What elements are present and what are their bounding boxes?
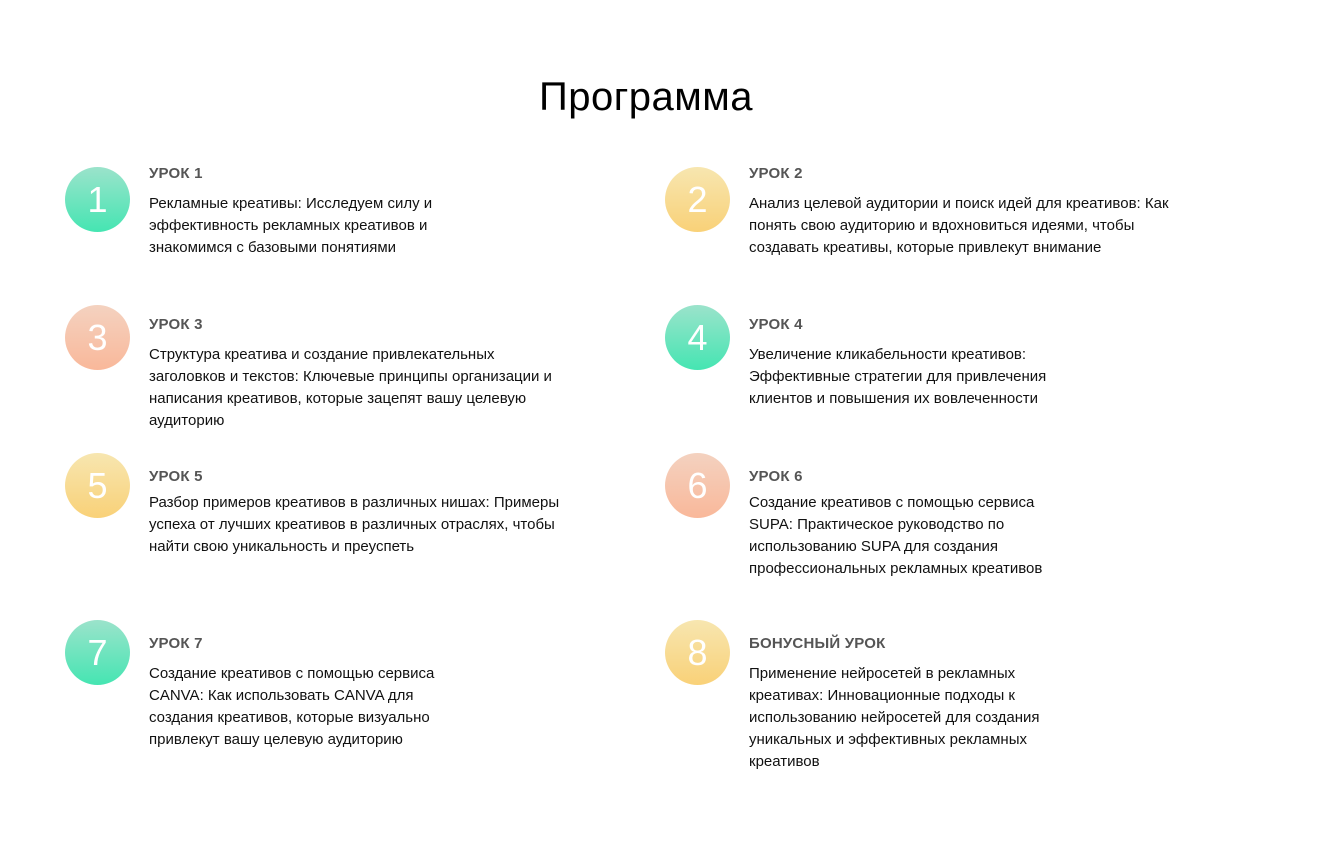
lesson-label: УРОК 6 (749, 468, 803, 485)
lesson-content (749, 634, 1189, 773)
lesson-number-badge (665, 167, 730, 232)
lesson-number-badge (65, 167, 130, 232)
lesson-number-badge (665, 453, 730, 518)
lesson-number: 7 (87, 631, 108, 673)
lesson-number: 5 (87, 464, 108, 506)
lesson-description: Применение нейросетей в рекламных креативах: Инновационные подходы к использованию нейросетей для создания уникальных и эффективных рекламных креативов (749, 665, 1040, 770)
lesson-number: 6 (687, 464, 708, 506)
lesson-number-badge (65, 305, 130, 370)
lesson-label: УРОК 1 (149, 165, 203, 182)
lesson-number: 8 (687, 631, 708, 673)
lesson-content (149, 164, 589, 259)
lesson-description: Создание креативов с помощью сервиса CANVA: Как использовать CANVA для создания креативов, которые визуально привлекут вашу целевую аудиторию (149, 665, 435, 748)
lesson-content (149, 467, 589, 558)
lesson-label: УРОК 7 (149, 635, 203, 652)
lesson-number: 3 (87, 316, 108, 358)
lesson-number-badge (65, 453, 130, 518)
lesson-label: УРОК 2 (749, 165, 803, 182)
page-title: Программа (538, 74, 754, 119)
lesson-label: УРОК 5 (149, 468, 203, 485)
lesson-description: Создание креативов с помощью сервиса SUPA: Практическое руководство по использованию SUPA для создания профессиональных рекламных креативов (749, 494, 1043, 577)
lesson-number: 4 (687, 316, 708, 358)
lesson-content (149, 315, 589, 432)
lesson-number: 1 (87, 178, 108, 220)
lesson-number-badge (65, 620, 130, 685)
lesson-label: БОНУСНЫЙ УРОК (749, 635, 886, 652)
lesson-description: Структура креатива и создание привлекательных заголовков и текстов: Ключевые принципы организации и написания креативов, которые зацепят вашу целевую аудиторию (149, 346, 552, 429)
lesson-content (749, 315, 1189, 410)
lesson-label: УРОК 4 (749, 316, 803, 333)
lesson-description: Анализ целевой аудитории и поиск идей для креативов: Как понять свою аудиторию и вдохновиться идеями, чтобы создавать креативы, которые привлекут внимание (749, 195, 1169, 256)
lesson-label: УРОК 3 (149, 316, 203, 333)
lesson-number: 2 (687, 178, 708, 220)
lesson-description: Рекламные креативы: Исследуем силу и эффективность рекламных креативов и знакомимся с базовыми понятиями (149, 195, 433, 256)
lesson-content (749, 467, 1189, 580)
lesson-number-badge (665, 305, 730, 370)
lesson-content (749, 164, 1189, 259)
lesson-description: Увеличение кликабельности креативов: Эффективные стратегии для привлечения клиентов и повышения их вовлеченности (749, 346, 1047, 407)
lesson-content (149, 634, 589, 751)
lesson-number-badge (665, 620, 730, 685)
lesson-description: Разбор примеров креативов в различных нишах: Примеры успеха от лучших креативов в различных отраслях, чтобы найти свою уникальность и преуспеть (149, 494, 560, 555)
